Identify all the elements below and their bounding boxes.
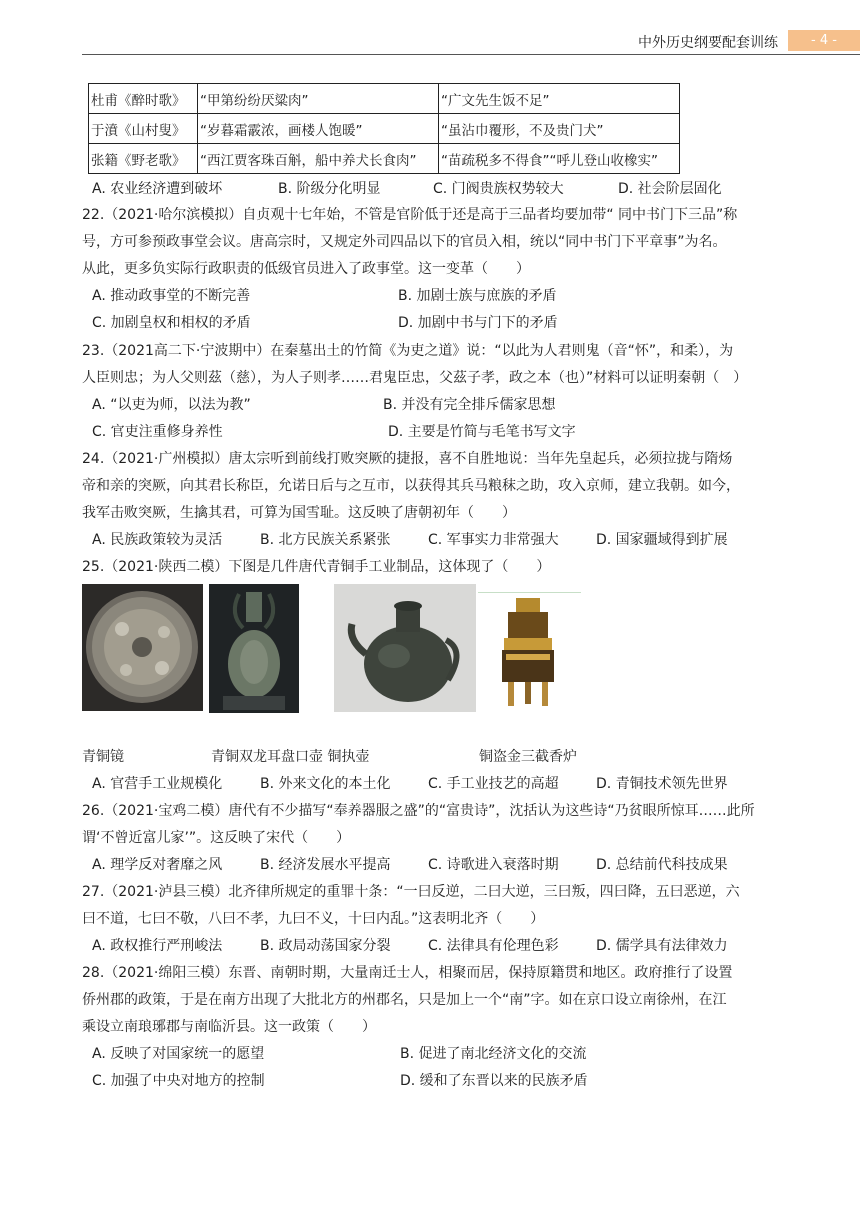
option-b: B. 加剧士族与庶族的矛盾 bbox=[398, 288, 557, 304]
question-text: 谓‘不曾近富儿家’”。这反映了宋代（ ） bbox=[82, 830, 351, 846]
option-c: C. 法律具有伦理色彩 bbox=[428, 938, 559, 954]
option-b: B. 并没有完全排斥儒家思想 bbox=[383, 397, 556, 413]
bronze-mirror-image bbox=[82, 584, 203, 711]
page-header bbox=[82, 30, 860, 55]
table-cell: “岁暮霜霰浓，画楼人饱暖” bbox=[198, 114, 439, 144]
option-a: A. 理学反对奢靡之风 bbox=[92, 857, 223, 873]
option-c: C. 军事实力非常强大 bbox=[428, 532, 559, 548]
question-text: 27.（2021·泸县三模）北齐律所规定的重罪十条：“一曰反逆，二曰大逆，三曰叛，四曰降，五曰恶逆，六 bbox=[82, 884, 740, 900]
table-row bbox=[89, 84, 680, 114]
option-a: A. 官营手工业规模化 bbox=[92, 776, 223, 792]
option-a: A. 民族政策较为灵活 bbox=[92, 532, 223, 548]
table-cell: “甲第纷纷厌粱肉” bbox=[198, 84, 439, 114]
header-title: 中外历史纲要配套训练 bbox=[638, 35, 778, 51]
question-text: 22.（2021·哈尔滨模拟）自贞观十七年始，不管是官阶低于还是高于三品者均要加带“ 同中书门下三品”称 bbox=[82, 207, 738, 223]
image-caption: 铜盗金三截香炉 bbox=[479, 749, 577, 765]
table-cell: “西江贾客珠百斛，船中养犬长食肉” bbox=[198, 144, 439, 174]
option-b: B. 外来文化的本土化 bbox=[260, 776, 391, 792]
table-cell: “苗疏税多不得食”“呼儿登山收橡实” bbox=[439, 144, 680, 174]
table-cell: 于濆《山村叟》 bbox=[89, 114, 198, 144]
bronze-ewer-image bbox=[334, 584, 476, 712]
option-c: C. 官吏注重修身养性 bbox=[92, 424, 223, 440]
table-cell: “虽沾巾覆形，不及贵门犬” bbox=[439, 114, 680, 144]
option-a: A. 农业经济遭到破坏 bbox=[92, 181, 223, 197]
option-d: D. 缓和了东晋以来的民族矛盾 bbox=[400, 1073, 588, 1089]
option-d: D. 国家疆域得到扩展 bbox=[596, 532, 728, 548]
option-c: C. 加强了中央对地方的控制 bbox=[92, 1073, 265, 1089]
option-a: A. 推动政事堂的不断完善 bbox=[92, 288, 251, 304]
poem-table bbox=[88, 83, 680, 174]
option-d: D. 加剧中书与门下的矛盾 bbox=[398, 315, 558, 331]
question-text: 乘设立南琅琊郡与南临沂县。这一政策（ ） bbox=[82, 1019, 376, 1035]
question-text: 23.（2021高二下·宁波期中）在秦墓出土的竹简《为吏之道》说：“以此为人君则鬼（音“怀”，和柔），为 bbox=[82, 343, 734, 359]
gilt-censer-image bbox=[478, 592, 581, 712]
option-b: B. 经济发展水平提高 bbox=[260, 857, 391, 873]
option-a: A. 政权推行严刑峻法 bbox=[92, 938, 223, 954]
option-b: B. 政局动荡国家分裂 bbox=[260, 938, 391, 954]
image-caption: 青铜双龙耳盘口壶 铜执壶 bbox=[211, 749, 370, 765]
option-b: B. 阶级分化明显 bbox=[278, 181, 381, 197]
option-c: C. 诗歌进入衰落时期 bbox=[428, 857, 559, 873]
image-caption: 青铜镜 bbox=[82, 749, 124, 765]
question-text: 26.（2021·宝鸡二模）唐代有不少描写“奉养器服之盛”的“富贵诗”，沈括认为这些诗“乃贫眼所惊耳……此所 bbox=[82, 803, 755, 819]
question-text: 25.（2021·陕西二模）下图是几件唐代青铜手工业制品，这体现了（ ） bbox=[82, 559, 551, 575]
question-text: 28.（2021·绵阳三模）东晋、南朝时期，大量南迁士人，相聚而居，保持原籍贯和地区。政府推行了设置 bbox=[82, 965, 733, 981]
option-c: C. 手工业技艺的高超 bbox=[428, 776, 559, 792]
option-d: D. 主要是竹简与毛笔书写文字 bbox=[388, 424, 576, 440]
option-a: A. “以吏为师，以法为教” bbox=[92, 397, 251, 413]
option-c: C. 门阀贵族权势较大 bbox=[433, 181, 564, 197]
option-a: A. 反映了对国家统一的愿望 bbox=[92, 1046, 265, 1062]
option-b: B. 促进了南北经济文化的交流 bbox=[400, 1046, 587, 1062]
double-dragon-pot-image bbox=[209, 584, 299, 713]
table-row bbox=[89, 114, 680, 144]
question-text: 帝和亲的突厥，向其君长称臣，允诺日后与之互市，以获得其兵马粮秣之助，攻入京师，建立我朝。如今， bbox=[82, 478, 740, 494]
question-text: 人臣则忠；为人父则茲（慈），为人子则孝……君鬼臣忠，父茲子孝，政之本（也）”材料可以证明秦朝（ ） bbox=[82, 370, 748, 386]
option-b: B. 北方民族关系紧张 bbox=[260, 532, 391, 548]
option-d: D. 社会阶层固化 bbox=[618, 181, 722, 197]
option-c: C. 加剧皇权和相权的矛盾 bbox=[92, 315, 251, 331]
question-text: 从此，更多负实际行政职责的低级官员进入了政事堂。这一变革（ ） bbox=[82, 261, 530, 277]
question-text: 号，方可参预政事堂会议。唐高宗时，又规定外司四品以下的官员入相，统以“同中书门下平章事”为名。 bbox=[82, 234, 727, 250]
question-text: 曰不道，七曰不敬，八曰不孝，九曰不义，十曰内乱。”这表明北齐（ ） bbox=[82, 911, 545, 927]
question-text: 24.（2021·广州模拟）唐太宗听到前线打败突厥的捷报，喜不自胜地说：当年先皇起兵，必须拉拢与隋炀 bbox=[82, 451, 733, 467]
table-row bbox=[89, 144, 680, 174]
table-cell: “广文先生饭不足” bbox=[439, 84, 680, 114]
question-text: 我军击败突厥，生擒其君，可算为国雪耻。这反映了唐朝初年（ ） bbox=[82, 505, 516, 521]
question-text: 侨州郡的政策，于是在南方出现了大批北方的州郡名，只是加上一个“南”字。如在京口设立南徐州，在江 bbox=[82, 992, 727, 1008]
page-number-badge: - 4 - bbox=[788, 30, 860, 51]
option-d: D. 儒学具有法律效力 bbox=[596, 938, 728, 954]
option-d: D. 总结前代科技成果 bbox=[596, 857, 728, 873]
option-d: D. 青铜技术领先世界 bbox=[596, 776, 728, 792]
table-cell: 张籍《野老歌》 bbox=[89, 144, 198, 174]
table-cell: 杜甫《醉时歌》 bbox=[89, 84, 198, 114]
